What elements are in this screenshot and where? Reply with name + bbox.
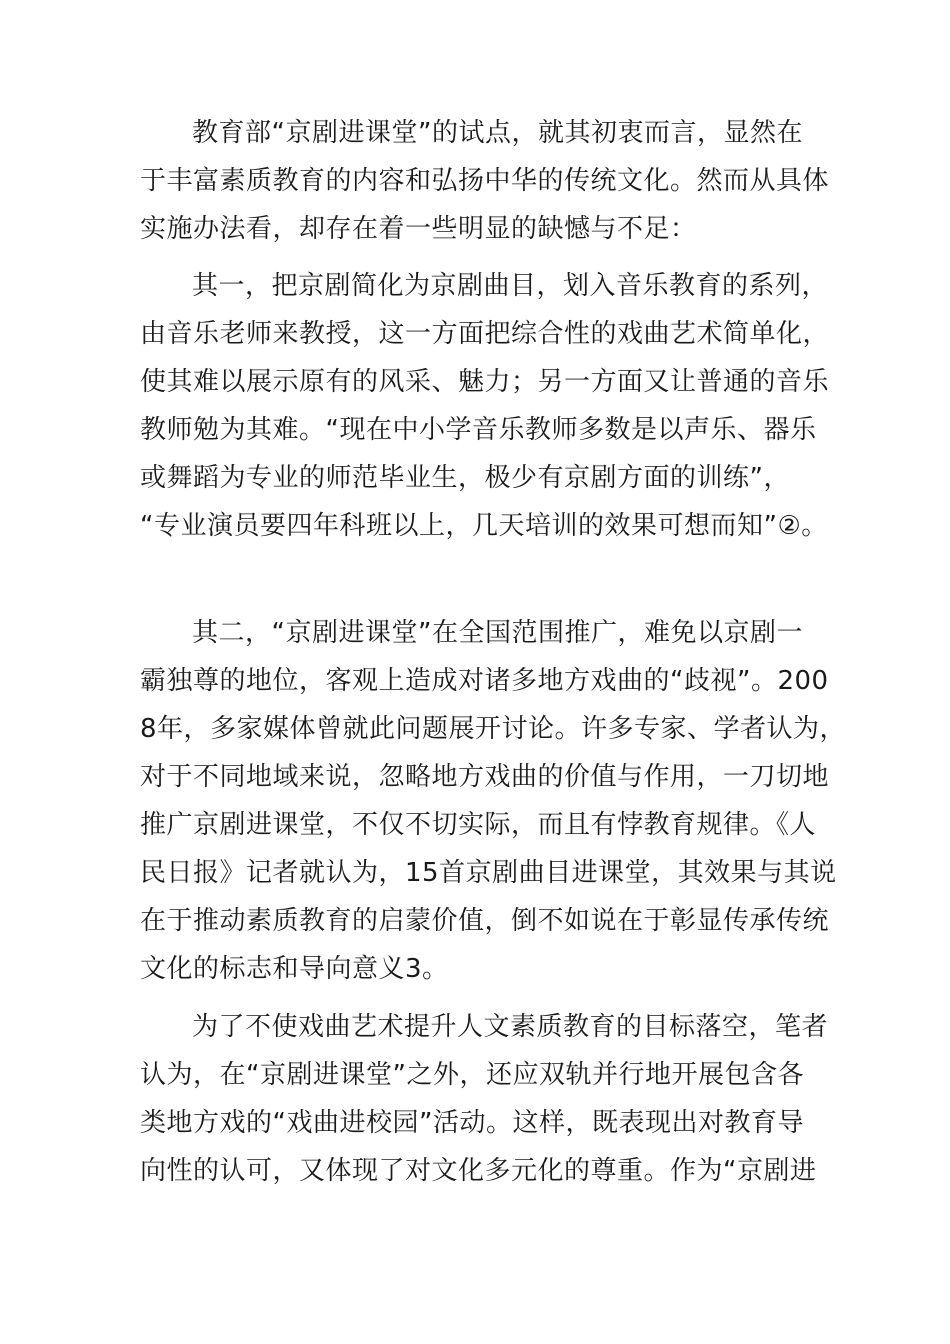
paragraph-3-line-8: 文化的标志和导向意义3。 xyxy=(140,954,449,984)
paragraph-2-line-2: 由音乐老师来教授，这一方面把综合性的戏曲艺术简单化， xyxy=(140,319,830,349)
paragraph-2-line-5: 或舞蹈为专业的师范毕业生，极少有京剧方面的训练”， xyxy=(140,463,790,493)
paragraph-4-line-2: 认为，在“京剧进课堂”之外，还应双轨并行地开展包含各 xyxy=(140,1060,804,1090)
paragraph-2-line-3: 使其难以展示原有的风采、魅力；另一方面又让普通的音乐 xyxy=(140,367,830,397)
paragraph-2-line-1: 其一，把京剧简化为京剧曲目，划入音乐教育的系列， xyxy=(192,271,829,301)
paragraph-3-line-6: 民日报》记者就认为，15首京剧曲目进课堂，其效果与其说 xyxy=(140,858,837,888)
paragraph-4-line-1: 为了不使戏曲艺术提升人文素质教育的目标落空，笔者 xyxy=(192,1012,829,1042)
paragraph-1-line-1: 教育部“京剧进课堂”的试点，就其初衷而言，显然在 xyxy=(192,118,803,148)
paragraph-1-line-2: 于丰富素质教育的内容和弘扬中华的传统文化。然而从具体 xyxy=(140,166,830,196)
paragraph-3-line-5: 推广京剧进课堂，不仅不切实际，而且有悖教育规律。《人 xyxy=(140,810,817,840)
paragraph-3-line-1: 其二，“京剧进课堂”在全国范围推广，难免以京剧一 xyxy=(192,618,803,648)
paragraph-4-line-4: 向性的认可，又体现了对文化多元化的尊重。作为“京剧进 xyxy=(140,1156,817,1186)
paragraph-2-line-4: 教师勉为其难。“现在中小学音乐教师多数是以声乐、器乐 xyxy=(140,415,817,445)
paragraph-1-line-3: 实施办法看，却存在着一些明显的缺憾与不足： xyxy=(140,214,697,244)
paragraph-3-line-7: 在于推动素质教育的启蒙价值，倒不如说在于彰显传承传统 xyxy=(140,906,830,936)
paragraph-3-line-3: 8年，多家媒体曾就此问题展开讨论。许多专家、学者认为， xyxy=(140,714,847,744)
paragraph-4-line-3: 类地方戏的“戏曲进校园”活动。这样，既表现出对教育导 xyxy=(140,1108,804,1138)
paragraph-3-line-4: 对于不同地域来说，忽略地方戏曲的价值与作用，一刀切地 xyxy=(140,762,830,792)
paragraph-3-line-2: 霸独尊的地位，客观上造成对诸多地方戏曲的“歧视”。200 xyxy=(140,666,829,696)
paragraph-2-line-6: “专业演员要四年科班以上，几天培训的效果可想而知”②。 xyxy=(140,511,828,541)
